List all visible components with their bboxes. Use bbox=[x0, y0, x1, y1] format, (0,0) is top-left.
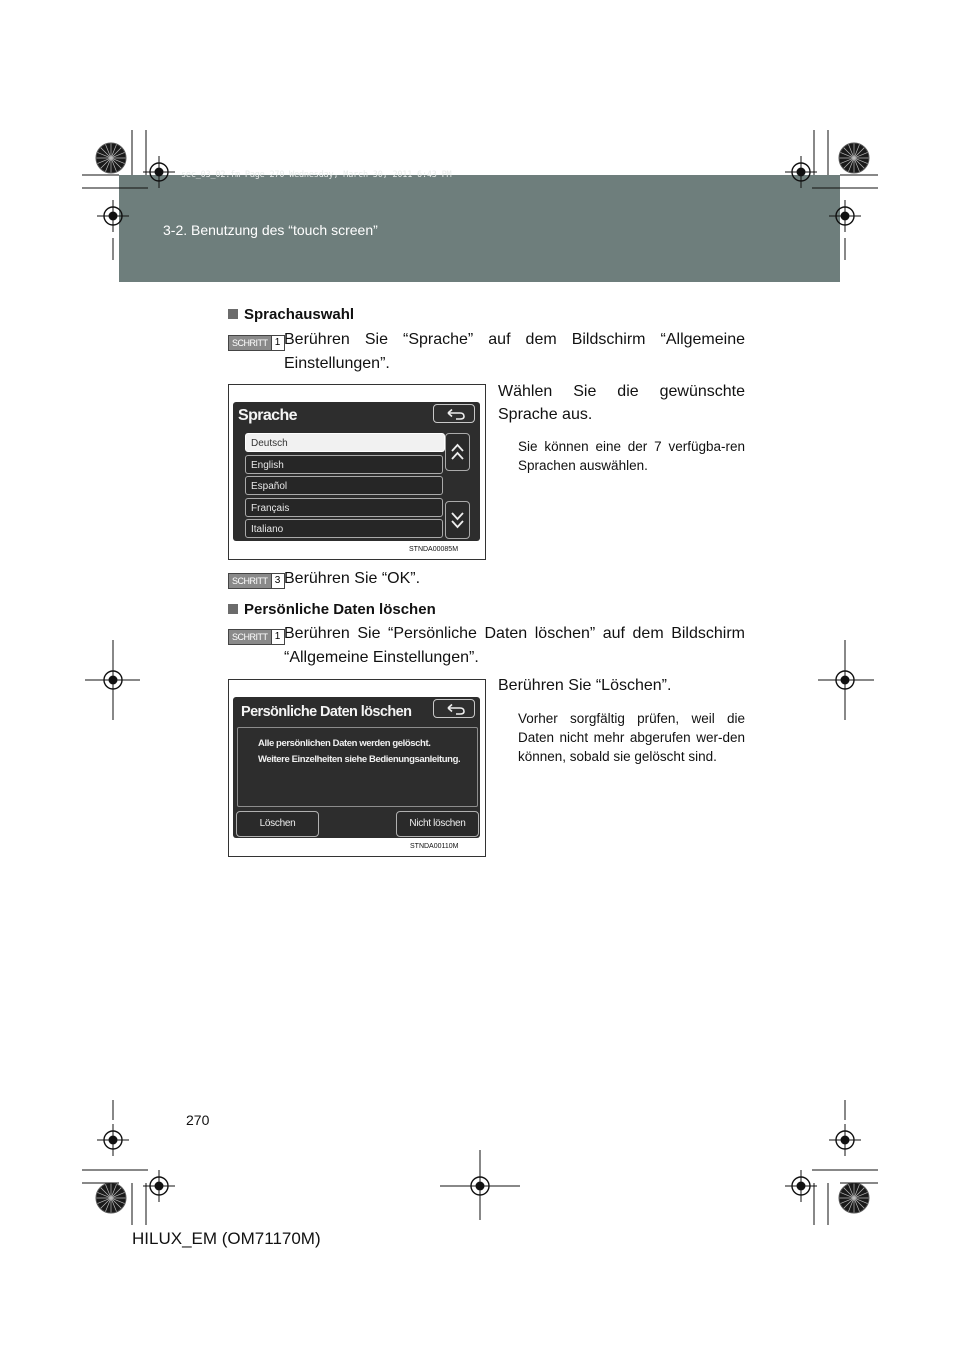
rosette-mark-icon bbox=[839, 143, 869, 173]
double-chevron-up-icon bbox=[446, 434, 469, 470]
image-code: STNDA00110M bbox=[410, 843, 459, 850]
crosshair-registration-icon bbox=[97, 1124, 129, 1156]
crosshair-registration-icon bbox=[785, 1170, 817, 1202]
step-badge: SCHRITT 3 bbox=[228, 573, 285, 589]
message-line: Alle persönlichen Daten werden gelöscht. bbox=[258, 738, 431, 749]
screen-display bbox=[233, 402, 480, 541]
step-note: Vorher sorgfältig prüfen, weil die Daten nicht mehr abgerufen wer-den können, sobald sie gelöscht sind. bbox=[518, 711, 745, 764]
crosshair-registration-icon bbox=[143, 156, 175, 188]
step-text: Berühren Sie “OK”. bbox=[284, 570, 421, 587]
back-arrow-icon bbox=[434, 700, 474, 717]
back-button[interactable] bbox=[433, 699, 475, 718]
language-screenshot bbox=[228, 384, 486, 560]
double-chevron-down-icon bbox=[446, 502, 469, 538]
scroll-up-button[interactable] bbox=[445, 433, 470, 471]
message-line: Weitere Einzelheiten siehe Bedienungsanleitung. bbox=[258, 754, 461, 765]
screen-title: Persönliche Daten löschen bbox=[241, 704, 412, 720]
square-bullet-icon bbox=[228, 309, 238, 319]
language-item[interactable]: English bbox=[245, 455, 443, 474]
step-badge: SCHRITT 1 bbox=[228, 335, 285, 351]
page-number: 270 bbox=[186, 1112, 210, 1128]
step-text: Berühren Sie “Persönliche Daten löschen” auf dem Bildschirm “Allgemeine Einstellungen”. bbox=[284, 625, 745, 666]
language-item[interactable]: Français bbox=[245, 498, 443, 517]
rosette-mark-icon bbox=[839, 1183, 869, 1213]
back-arrow-icon bbox=[434, 405, 474, 422]
crosshair-registration-icon bbox=[785, 156, 817, 188]
footer-model-code: HILUX_EM (OM71170M) bbox=[132, 1229, 321, 1248]
section-heading-language: Sprachauswahl bbox=[228, 306, 354, 323]
step-text: Berühren Sie “Sprache” auf dem Bildschirm “Allgemeine Einstellungen”. bbox=[284, 331, 745, 372]
screen-display bbox=[233, 697, 480, 838]
image-code: STNDA00085M bbox=[409, 546, 459, 553]
dont-delete-button[interactable]: Nicht löschen bbox=[396, 811, 479, 837]
file-info: sec_03_02.fm Page 270 Wednesday, March 30, 2011 6:43 PM bbox=[181, 170, 452, 180]
language-item[interactable]: Español bbox=[245, 476, 443, 495]
step-badge: SCHRITT 1 bbox=[228, 629, 285, 645]
crosshair-registration-icon bbox=[829, 1124, 861, 1156]
delete-data-screenshot bbox=[228, 679, 486, 857]
square-bullet-icon bbox=[228, 604, 238, 614]
step-text: Berühren Sie “Löschen”. bbox=[498, 677, 672, 694]
step-note: Sie können eine der 7 verfügba-ren Sprachen auswählen. bbox=[518, 439, 745, 473]
crosshair-registration-icon bbox=[829, 200, 861, 232]
crosshair-registration-icon bbox=[143, 1170, 175, 1202]
crosshair-registration-icon bbox=[97, 200, 129, 232]
delete-button[interactable]: Löschen bbox=[236, 811, 319, 837]
message-box bbox=[237, 727, 478, 807]
scroll-down-button[interactable] bbox=[445, 501, 470, 539]
language-item[interactable]: Italiano bbox=[245, 519, 443, 538]
screen-title: Sprache bbox=[238, 407, 297, 424]
back-button[interactable] bbox=[433, 404, 475, 423]
rosette-mark-icon bbox=[96, 1183, 126, 1213]
rosette-mark-icon bbox=[96, 143, 126, 173]
section-heading-delete-data: Persönliche Daten löschen bbox=[228, 601, 436, 618]
section-title: 3-2. Benutzung des “touch screen” bbox=[163, 222, 378, 238]
language-item[interactable]: Deutsch bbox=[245, 433, 445, 452]
step-text: Wählen Sie die gewünschte Sprache aus. bbox=[498, 383, 745, 423]
